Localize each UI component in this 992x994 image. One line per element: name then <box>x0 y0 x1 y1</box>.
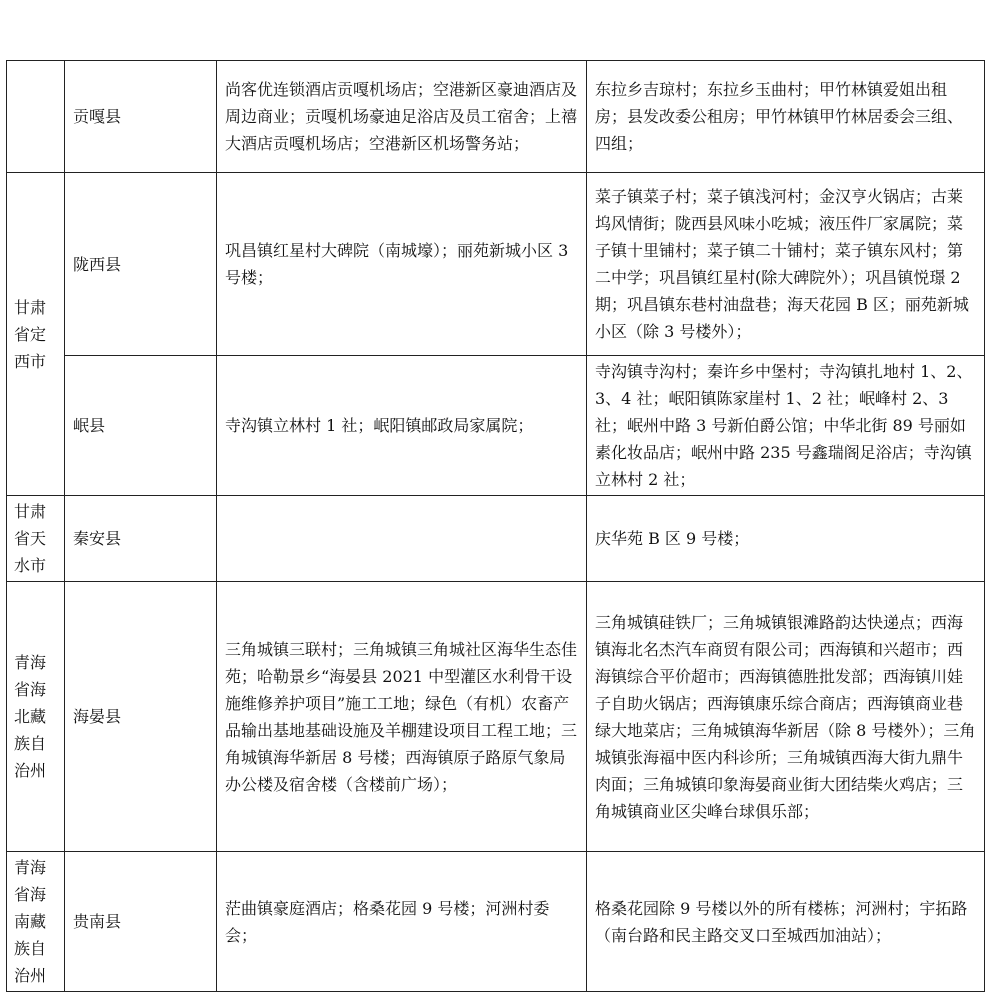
city-cell: 甘肃省天水市 <box>7 496 65 582</box>
county-cell: 陇西县 <box>65 173 217 356</box>
table-row <box>7 173 985 356</box>
area-list-cell: 巩昌镇红星村大碑院（南城壕）；丽苑新城小区 3 号楼； <box>217 173 587 356</box>
document-page <box>6 60 984 992</box>
area-table <box>6 60 985 992</box>
city-cell <box>7 61 65 173</box>
table-row <box>7 852 985 992</box>
area-list-cell: 东拉乡吉琼村；东拉乡玉曲村；甲竹林镇爱姐出租房；县发改委公租房；甲竹林镇甲竹林居委会三组、四组； <box>587 61 985 173</box>
area-list-cell: 尚客优连锁酒店贡嘎机场店；空港新区豪迪酒店及周边商业；贡嘎机场豪迪足浴店及员工宿舍；上禧大酒店贡嘎机场店；空港新区机场警务站； <box>217 61 587 173</box>
county-cell: 秦安县 <box>65 496 217 582</box>
county-cell: 海晏县 <box>65 582 217 852</box>
county-cell: 贡嘎县 <box>65 61 217 173</box>
area-list-cell: 寺沟镇寺沟村；秦许乡中堡村；寺沟镇扎地村 1、2、3、4 社；岷阳镇陈家崖村 1、2 社；岷峰村 2、3 社；岷州中路 3 号新伯爵公馆；中华北街 89 号丽如素化妆品店；岷州中路 235 号鑫瑞阁足浴店；寺沟镇立林村 2 社； <box>587 356 985 496</box>
area-list-cell: 三角城镇三联村；三角城镇三角城社区海华生态佳苑；哈勒景乡“海晏县 2021 中型灌区水利骨干设施维修养护项目”施工工地；绿色（有机）农畜产品输出基地基础设施及羊棚建设项目工程工地；三角城镇海华新居 8 号楼；西海镇原子路原气象局办公楼及宿舍楼（含楼前广场）； <box>217 582 587 852</box>
area-list-cell: 茫曲镇豪庭酒店；格桑花园 9 号楼；河洲村委会； <box>217 852 587 992</box>
area-list-cell: 三角城镇硅铁厂；三角城镇银滩路韵达快递点；西海镇海北名杰汽车商贸有限公司；西海镇和兴超市；西海镇综合平价超市；西海镇德胜批发部；西海镇川娃子自助火锅店；西海镇康乐综合商店；西海镇商业巷绿大地菜店；三角城镇海华新居（除 8 号楼外）；三角城镇张海福中医内科诊所；三角城镇西海大街九鼎牛肉面；三角城镇印象海晏商业街大团结柴火鸡店；三角城镇商业区尖峰台球俱乐部； <box>587 582 985 852</box>
area-list-cell: 庆华苑 B 区 9 号楼； <box>587 496 985 582</box>
area-list-cell <box>217 496 587 582</box>
area-list-cell: 格桑花园除 9 号楼以外的所有楼栋；河洲村；宇拓路（南台路和民主路交叉口至城西加油站）； <box>587 852 985 992</box>
city-cell: 青海省海北藏族自治州 <box>7 582 65 852</box>
area-list-cell: 寺沟镇立林村 1 社；岷阳镇邮政局家属院； <box>217 356 587 496</box>
table-row <box>7 356 985 496</box>
county-cell: 岷县 <box>65 356 217 496</box>
county-cell: 贵南县 <box>65 852 217 992</box>
table-row <box>7 61 985 173</box>
area-list-cell: 菜子镇菜子村；菜子镇浅河村；金汉亨火锅店；古莱坞风情街；陇西县风味小吃城；液压件厂家属院；菜子镇十里铺村；菜子镇二十铺村；菜子镇东风村；第二中学；巩昌镇红星村(除大碑院外）；巩昌镇悦璟 2 期；巩昌镇东巷村油盘巷；海天花园 B 区；丽苑新城小区（除 3 号楼外）； <box>587 173 985 356</box>
table-row <box>7 496 985 582</box>
city-cell: 甘肃省定西市 <box>7 173 65 496</box>
city-cell: 青海省海南藏族自治州 <box>7 852 65 992</box>
table-row <box>7 582 985 852</box>
